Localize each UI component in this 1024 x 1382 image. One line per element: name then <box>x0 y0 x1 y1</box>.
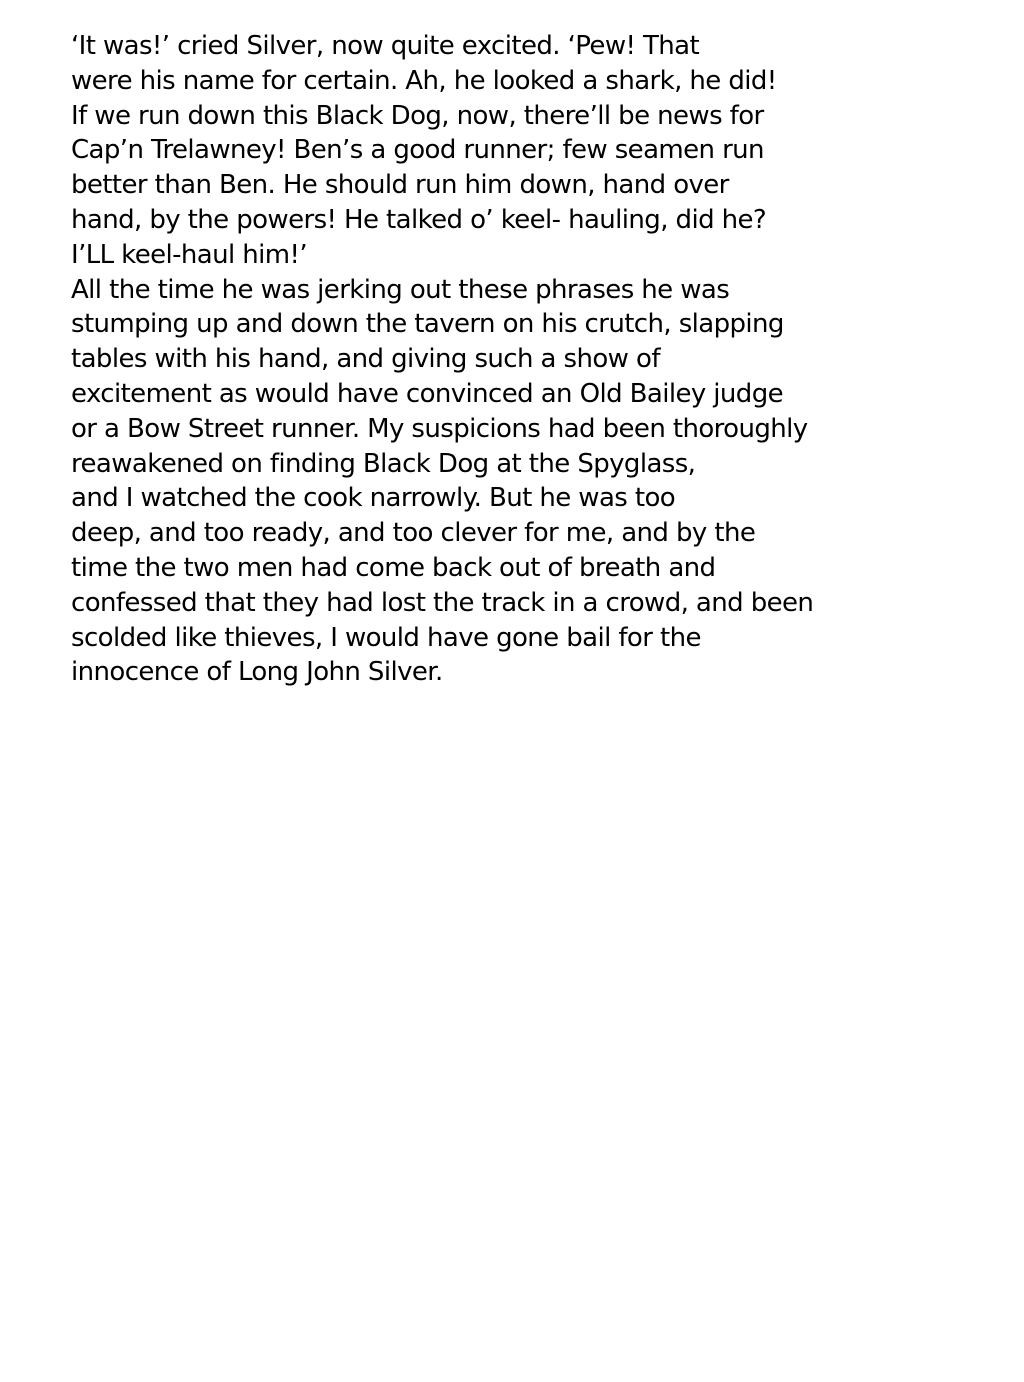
text-line: stumping up and down the tavern on his crutch, slapping <box>71 309 784 340</box>
text-line: or a Bow Street runner. My suspicions had been thoroughly <box>71 413 808 444</box>
text-line: scolded like thieves, I would have gone bail for the <box>71 622 701 653</box>
text-line: time the two men had come back out of breath and <box>71 552 716 583</box>
story-text <box>71 29 1011 690</box>
text-line: reawakened on finding Black Dog at the Spyglass, <box>71 448 696 479</box>
text-line: hand, by the powers! He talked o’ keel- hauling, did he? <box>71 204 767 235</box>
text-line: were his name for certain. Ah, he looked a shark, he did! <box>71 65 777 96</box>
text-line: I’LL keel-haul him!’ <box>71 239 307 270</box>
text-line: better than Ben. He should run him down, hand over <box>71 170 729 201</box>
text-line: and I watched the cook narrowly. But he was too <box>71 483 676 514</box>
text-line: If we run down this Black Dog, now, there’ll be news for <box>71 100 764 131</box>
text-line: excitement as would have convinced an Old Bailey judge <box>71 378 784 409</box>
text-line: innocence of Long John Silver. <box>71 657 443 688</box>
text-line: tables with his hand, and giving such a show of <box>71 344 660 375</box>
text-line: ‘It was!’ cried Silver, now quite excited. ‘Pew! That <box>71 31 700 61</box>
text-line: confessed that they had lost the track in a crowd, and been <box>71 587 814 618</box>
text-line: deep, and too ready, and too clever for me, and by the <box>71 518 756 549</box>
text-line: All the time he was jerking out these phrases he was <box>71 274 730 305</box>
text-line: Cap’n Trelawney! Ben’s a good runner; few seamen run <box>71 135 764 166</box>
